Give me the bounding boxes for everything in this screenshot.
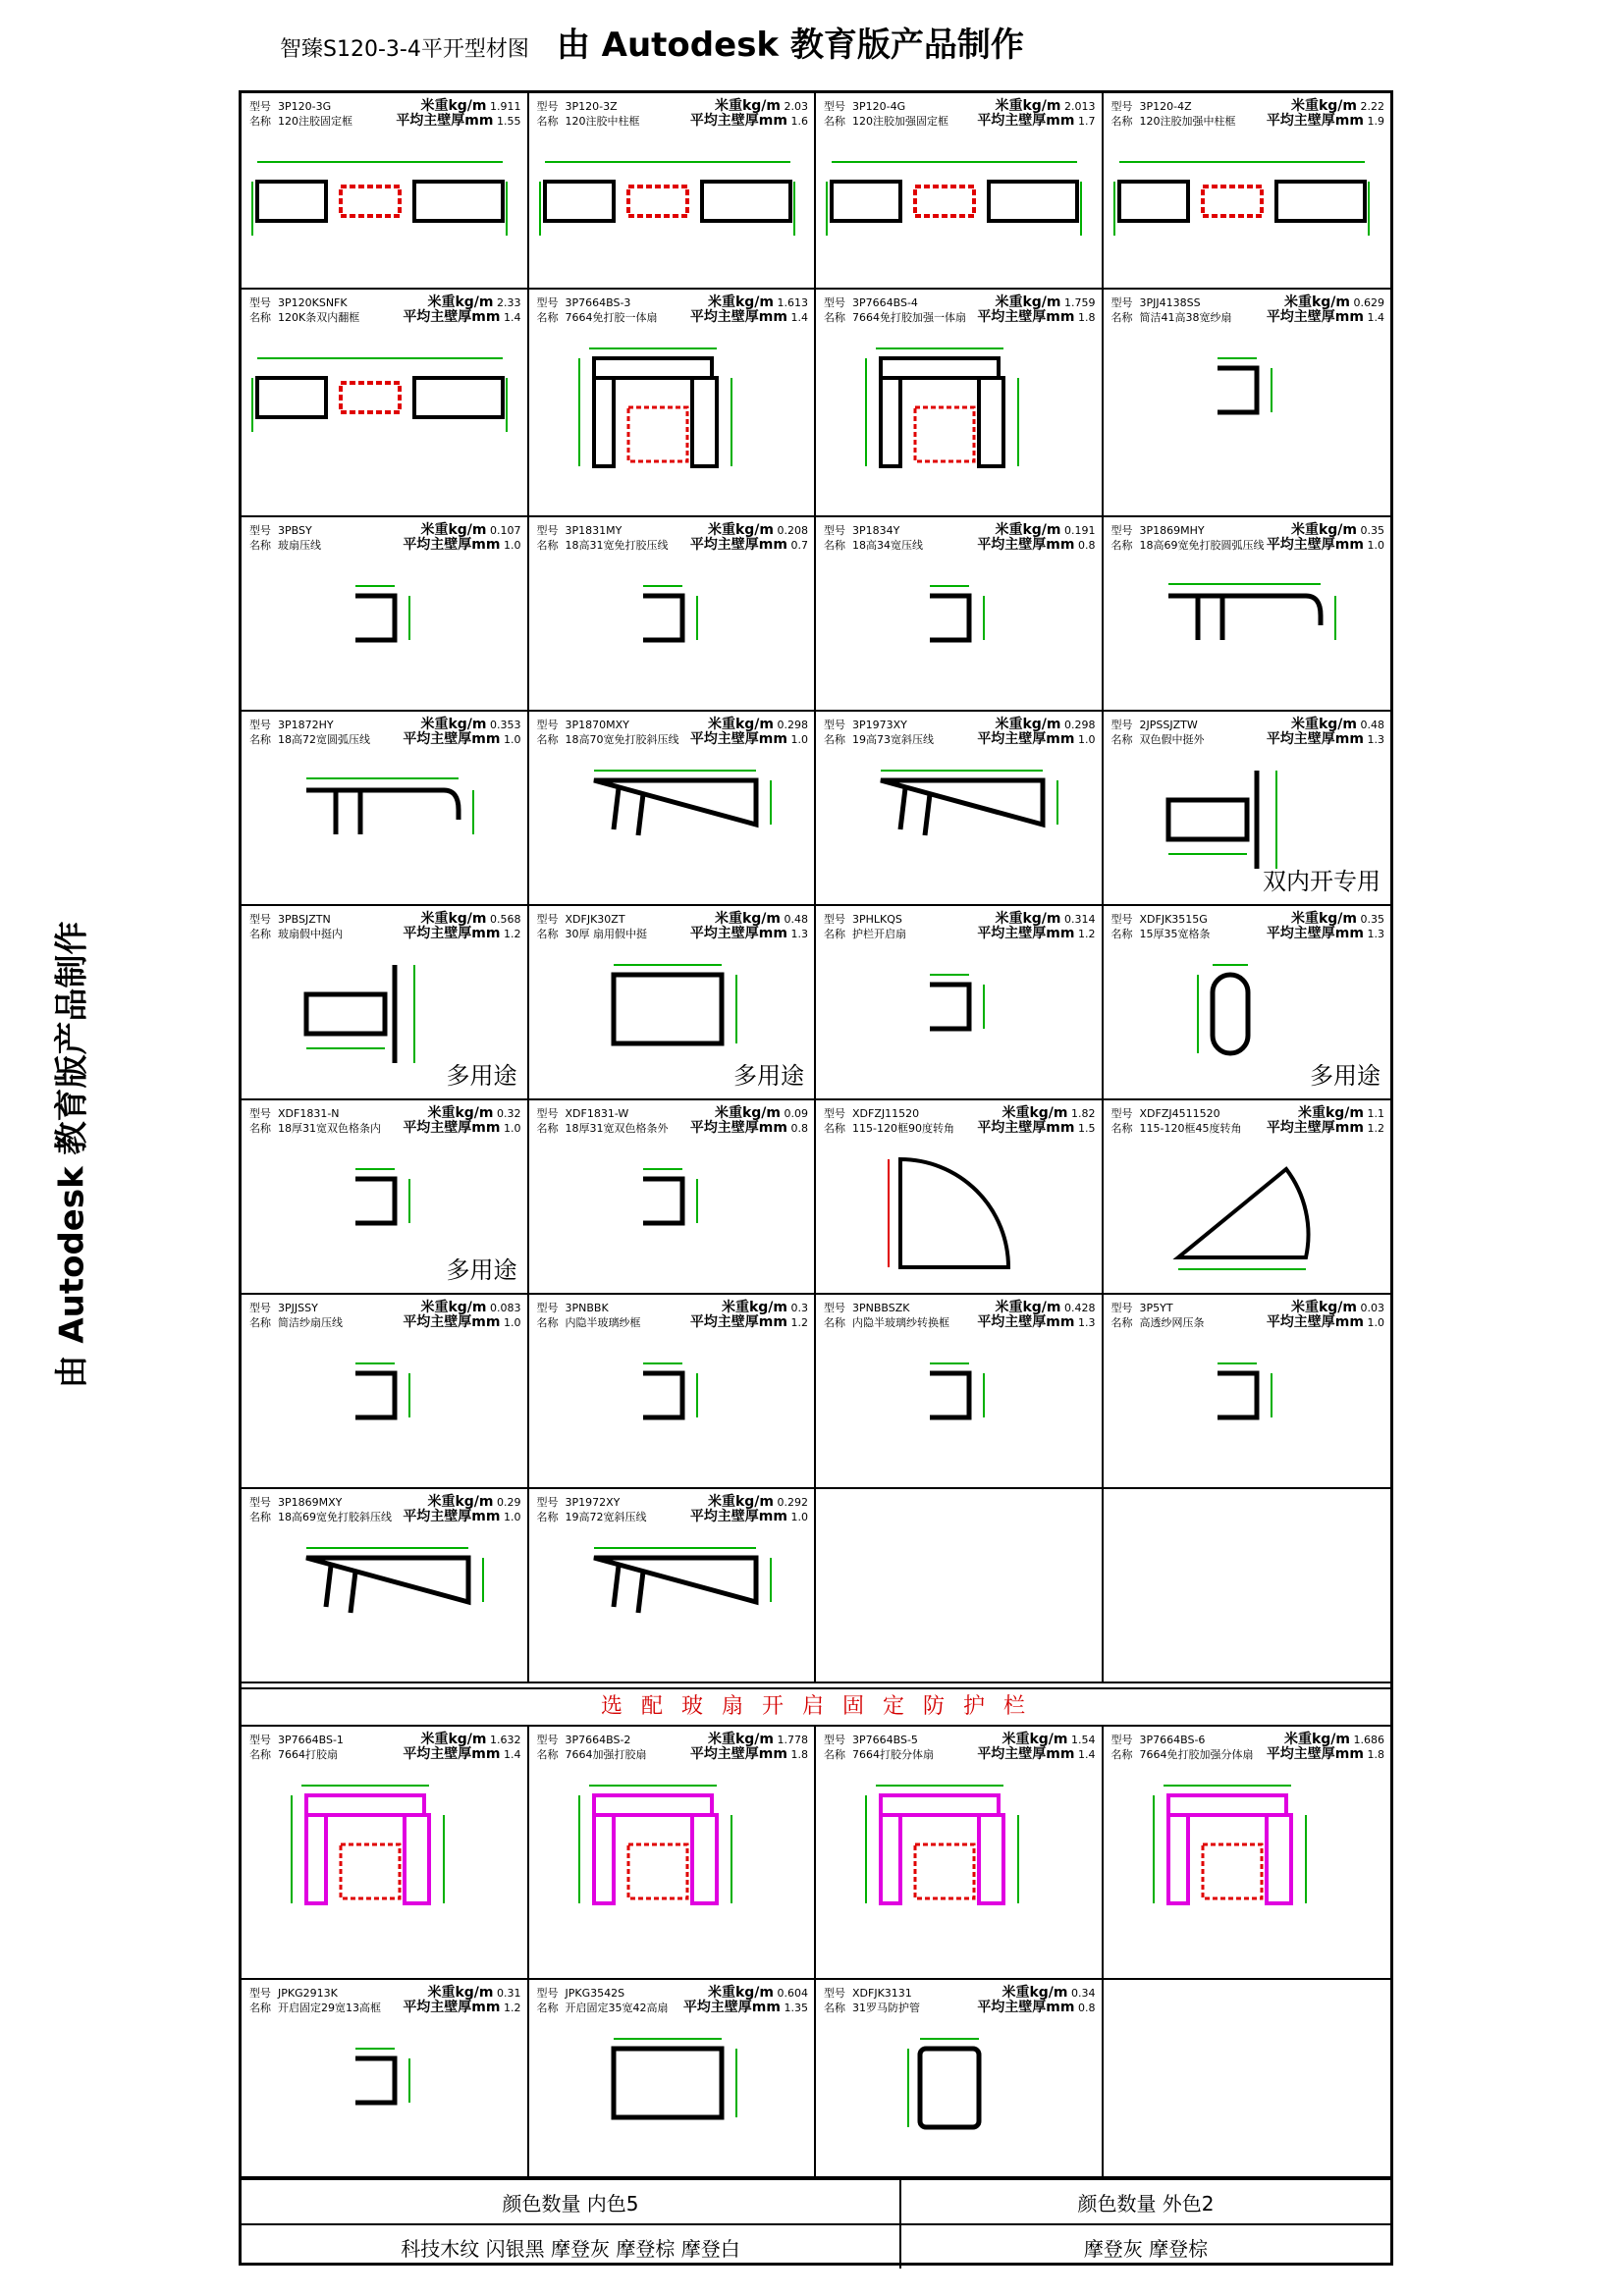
profile-thickness: 1.2 — [504, 928, 521, 940]
profile-model: 3P120KSNFK — [278, 296, 348, 309]
profile-header: 型号 3P7664BS-3 米重kg/m 1.613 名称 7664免打胶一体扇 平均主壁厚mm 1.4 — [536, 294, 808, 325]
usage-note: 多用途 — [446, 1256, 517, 1284]
color-footer — [242, 2178, 1390, 2269]
profile-weight: 2.22 — [1360, 100, 1384, 113]
profile-section-drawing — [1110, 339, 1385, 509]
profile-thickness: 1.0 — [504, 733, 521, 746]
profile-thickness: 1.55 — [497, 115, 521, 128]
profile-model: XDF1831-W — [565, 1107, 629, 1120]
profile-weight: 0.35 — [1360, 913, 1384, 926]
profile-cell — [242, 1100, 529, 1295]
profile-cell — [816, 1295, 1104, 1489]
profile-model: 3PNBBSZK — [852, 1302, 910, 1314]
profile-header: 型号 3PNBBK 米重kg/m 0.3 名称 内隐半玻璃纱框 平均主壁厚mm 1.2 — [536, 1300, 808, 1330]
profile-header: 型号 3PNBBSZK 米重kg/m 0.428 名称 内隐半玻璃纱转换框 平均主壁厚mm 1.3 — [824, 1300, 1096, 1330]
profile-weight: 2.03 — [784, 100, 808, 113]
profile-weight: 0.083 — [490, 1302, 521, 1314]
profile-name: 18高34宽压线 — [852, 539, 923, 552]
profile-cell — [816, 290, 1104, 517]
profile-section-drawing — [247, 142, 521, 282]
profile-thickness: 1.4 — [790, 311, 808, 324]
profile-thickness: 1.0 — [504, 1316, 521, 1329]
profile-weight: 0.3 — [790, 1302, 808, 1314]
profile-name: 18厚31宽双色格条外 — [565, 1122, 669, 1135]
profile-section-drawing — [535, 1776, 809, 1972]
profile-name: 7664免打胶加强分体扇 — [1139, 1748, 1254, 1761]
profile-name: 7664打胶扇 — [278, 1748, 338, 1761]
profile-cell — [816, 1980, 1104, 2178]
profile-section-drawing — [535, 1149, 809, 1287]
profile-weight: 0.298 — [777, 719, 808, 731]
profile-name: 30厚 扇用假中挺 — [565, 928, 647, 940]
profile-name: 高透纱网压条 — [1139, 1316, 1205, 1329]
profile-name: 18高31宽免打胶压线 — [565, 539, 669, 552]
profile-weight: 0.208 — [777, 524, 808, 537]
profile-model: 3P120-3G — [278, 100, 332, 113]
profile-section-drawing — [247, 761, 521, 898]
profile-weight: 0.48 — [784, 913, 808, 926]
profile-header: 型号 JPKG2913K 米重kg/m 0.31 名称 开启固定29宽13高框 平均主壁厚mm 1.2 — [249, 1985, 521, 2015]
profile-name: 18厚31宽双色格条内 — [278, 1122, 381, 1135]
profile-header: 型号 3P1973XY 米重kg/m 0.298 名称 19高73宽斜压线 平均主壁厚mm 1.0 — [824, 717, 1096, 747]
profile-cell — [242, 93, 529, 290]
profile-weight: 0.604 — [777, 1987, 808, 2000]
profile-section-drawing — [822, 761, 1096, 898]
profile-model: 3P120-4G — [852, 100, 906, 113]
profile-weight: 0.31 — [497, 1987, 521, 2000]
profile-section-drawing — [535, 142, 809, 282]
profile-weight: 0.629 — [1353, 296, 1384, 309]
profile-model: JPKG2913K — [278, 1987, 338, 2000]
profile-weight: 1.911 — [490, 100, 521, 113]
profile-model: 3PBSJZTN — [278, 913, 331, 926]
inner-colors-label: 颜色数量 内色5 — [242, 2180, 901, 2223]
profile-model: 3PHLKQS — [852, 913, 902, 926]
profile-thickness: 1.4 — [504, 311, 521, 324]
profile-header: 型号 3P120-4Z 米重kg/m 2.22 名称 120注胶加强中柱框 平均主壁厚mm 1.9 — [1110, 98, 1384, 129]
profile-cell — [1104, 1100, 1391, 1295]
profile-name: 开启固定29宽13高框 — [278, 2002, 381, 2014]
outer-colors-label: 颜色数量 外色2 — [1077, 2191, 1215, 2216]
profile-header: 型号 3P120-3Z 米重kg/m 2.03 名称 120注胶中柱框 平均主壁厚mm 1.6 — [536, 98, 808, 129]
profile-header: 型号 XDFJK30ZT 米重kg/m 0.48 名称 30厚 扇用假中挺 平均主壁厚mm 1.3 — [536, 911, 808, 941]
profile-header: 型号 3PJJ4138SS 米重kg/m 0.629 名称 简洁41高38宽纱扇 平均主壁厚mm 1.4 — [1110, 294, 1384, 325]
profile-thickness: 1.8 — [1367, 1748, 1384, 1761]
profile-name: 双色假中挺外 — [1139, 733, 1205, 746]
profile-section-drawing — [247, 2029, 521, 2170]
usage-note: 多用途 — [1310, 1062, 1380, 1090]
profile-thickness: 1.0 — [504, 1511, 521, 1523]
profile-thickness: 1.3 — [1078, 1316, 1096, 1329]
profile-name: 内隐半玻璃纱转换框 — [852, 1316, 949, 1329]
profile-cell — [1104, 290, 1391, 517]
profile-model: 3P1972XY — [565, 1496, 621, 1509]
profile-name: 玻扇压线 — [278, 539, 321, 552]
profile-section-drawing — [1110, 1149, 1385, 1287]
optional-profile-grid — [242, 1727, 1390, 2178]
profile-cell — [242, 517, 529, 712]
profile-weight: 0.35 — [1360, 524, 1384, 537]
profile-name: 18高72宽圆弧压线 — [278, 733, 370, 746]
profile-cell — [1104, 93, 1391, 290]
profile-cell — [816, 1100, 1104, 1295]
profile-name: 19高73宽斜压线 — [852, 733, 934, 746]
usage-note: 双内开专用 — [1263, 868, 1380, 895]
profile-header: 型号 XDFZJ4511520 米重kg/m 1.1 名称 115-120框45度转角 平均主壁厚mm 1.2 — [1110, 1105, 1384, 1136]
profile-weight: 2.013 — [1064, 100, 1096, 113]
profile-name: 15厚35宽格条 — [1139, 928, 1211, 940]
profile-weight: 0.32 — [497, 1107, 521, 1120]
profile-thickness: 1.2 — [1078, 928, 1096, 940]
profile-header: 型号 XDF1831-N 米重kg/m 0.32 名称 18厚31宽双色格条内 平均主壁厚mm 1.0 — [249, 1105, 521, 1136]
profile-weight: 0.34 — [1071, 1987, 1096, 2000]
profile-model: 3P1869MXY — [278, 1496, 343, 1509]
profile-model: 3P1834Y — [852, 524, 900, 537]
profile-cell — [529, 93, 817, 290]
profile-name: 7664免打胶一体扇 — [565, 311, 658, 324]
profile-model: 3PNBBK — [565, 1302, 609, 1314]
profile-cell — [816, 1489, 1104, 1683]
profile-header: 型号 XDF1831-W 米重kg/m 0.09 名称 18厚31宽双色格条外 平均主壁厚mm 0.8 — [536, 1105, 808, 1136]
profile-thickness: 1.4 — [1078, 1748, 1096, 1761]
profile-header: 型号 XDFZJ11520 米重kg/m 1.82 名称 115-120框90度转角 平均主壁厚mm 1.5 — [824, 1105, 1096, 1136]
profile-section-drawing — [822, 955, 1096, 1093]
profile-cell — [242, 1295, 529, 1489]
profile-thickness: 1.0 — [790, 733, 808, 746]
profile-weight: 0.191 — [1064, 524, 1096, 537]
profile-cell — [816, 93, 1104, 290]
profile-header: 型号 3P7664BS-6 米重kg/m 1.686 名称 7664免打胶加强分体扇 平均主壁厚mm 1.8 — [1110, 1732, 1384, 1762]
profile-model: 3P5YT — [1139, 1302, 1173, 1314]
profile-thickness: 1.3 — [1367, 928, 1384, 940]
profile-header: 型号 3PBSY 米重kg/m 0.107 名称 玻扇压线 平均主壁厚mm 1.0 — [249, 522, 521, 553]
profile-thickness: 1.4 — [1367, 311, 1384, 324]
profile-model: XDFZJ4511520 — [1139, 1107, 1220, 1120]
profile-weight: 0.107 — [490, 524, 521, 537]
profile-cell — [242, 712, 529, 906]
profile-thickness: 0.8 — [1078, 2002, 1096, 2014]
profile-cell — [1104, 1489, 1391, 1683]
profile-weight: 0.03 — [1360, 1302, 1384, 1314]
profile-weight: 0.428 — [1064, 1302, 1096, 1314]
profile-header: 型号 3PJJSSY 米重kg/m 0.083 名称 简洁纱扇压线 平均主壁厚mm 1.0 — [249, 1300, 521, 1330]
profile-cell — [1104, 712, 1391, 906]
profile-header: 型号 3P1834Y 米重kg/m 0.191 名称 18高34宽压线 平均主壁厚mm 0.8 — [824, 522, 1096, 553]
drawing-title: 智臻S120-3-4平开型材图 — [280, 37, 529, 62]
profile-model: 3P120-4Z — [1139, 100, 1192, 113]
profile-thickness: 1.8 — [790, 1748, 808, 1761]
profile-section-drawing — [535, 2029, 809, 2170]
profile-header: 型号 3PHLKQS 米重kg/m 0.314 名称 护栏开启扇 平均主壁厚mm 1.2 — [824, 911, 1096, 941]
profile-header: 型号 2JPSSJZTW 米重kg/m 0.48 名称 双色假中挺外 平均主壁厚mm 1.3 — [1110, 717, 1384, 747]
profile-section-drawing — [1110, 1776, 1385, 1972]
profile-name: 19高72宽斜压线 — [565, 1511, 647, 1523]
profile-header: 型号 3P1869MXY 米重kg/m 0.29 名称 18高69宽免打胶斜压线 平均主壁厚mm 1.0 — [249, 1494, 521, 1524]
profile-name: 120注胶中柱框 — [565, 115, 640, 128]
profile-model: XDFJK3131 — [852, 1987, 912, 2000]
profile-header: 型号 3P5YT 米重kg/m 0.03 名称 高透纱网压条 平均主壁厚mm 1.0 — [1110, 1300, 1384, 1330]
profile-cell — [529, 290, 817, 517]
profile-thickness: 0.8 — [1078, 539, 1096, 552]
profile-name: 简洁41高38宽纱扇 — [1139, 311, 1232, 324]
profile-cell — [1104, 1295, 1391, 1489]
profile-model: XDFZJ11520 — [852, 1107, 920, 1120]
profile-model: 3P1870MXY — [565, 719, 629, 731]
profile-name: 115-120框90度转角 — [852, 1122, 954, 1135]
profile-model: 3P7664BS-1 — [278, 1734, 344, 1746]
profile-section-drawing — [247, 566, 521, 704]
profile-header: 型号 3P1831MY 米重kg/m 0.208 名称 18高31宽免打胶压线 平均主壁厚mm 0.7 — [536, 522, 808, 553]
profile-model: XDFJK3515G — [1139, 913, 1208, 926]
profile-section-drawing — [822, 1344, 1096, 1481]
profile-thickness: 1.8 — [1078, 311, 1096, 324]
left-watermark: 由 Autodesk 教育版产品制作 — [52, 921, 92, 1389]
profile-thickness: 1.0 — [504, 1122, 521, 1135]
profile-section-drawing — [822, 2029, 1096, 2170]
profile-section-drawing — [1110, 1344, 1385, 1481]
profile-weight: 2.33 — [497, 296, 521, 309]
profile-name: 玻扇假中挺内 — [278, 928, 343, 940]
profile-header: 型号 3P7664BS-2 米重kg/m 1.778 名称 7664加强打胶扇 平均主壁厚mm 1.8 — [536, 1732, 808, 1762]
profile-sheet — [239, 90, 1393, 2266]
profile-thickness: 1.6 — [790, 115, 808, 128]
profile-cell — [816, 712, 1104, 906]
profile-name: 120注胶加强固定框 — [852, 115, 948, 128]
profile-weight: 1.632 — [490, 1734, 521, 1746]
profile-weight: 0.314 — [1064, 913, 1096, 926]
profile-section-drawing — [535, 761, 809, 898]
profile-model: 3P1831MY — [565, 524, 623, 537]
profile-section-drawing — [535, 1344, 809, 1481]
profile-header: 型号 3P7664BS-4 米重kg/m 1.759 名称 7664免打胶加强一体扇 平均主壁厚mm 1.8 — [824, 294, 1096, 325]
profile-header: 型号 3P1869MHY 米重kg/m 0.35 名称 18高69宽免打胶圆弧压线 平均主壁厚mm 1.0 — [1110, 522, 1384, 553]
profile-thickness: 1.35 — [784, 2002, 808, 2014]
profile-section-drawing — [247, 1538, 521, 1676]
profile-section-drawing — [822, 1149, 1096, 1287]
profile-header: 型号 3P7664BS-1 米重kg/m 1.632 名称 7664打胶扇 平均主壁厚mm 1.4 — [249, 1732, 521, 1762]
profile-weight: 0.353 — [490, 719, 521, 731]
profile-cell — [242, 290, 529, 517]
profile-cell — [529, 1100, 817, 1295]
profile-thickness: 1.2 — [1367, 1122, 1384, 1135]
profile-name: 护栏开启扇 — [852, 928, 906, 940]
header-watermark: 由 Autodesk 教育版产品制作 — [556, 26, 1024, 65]
usage-note: 多用途 — [733, 1062, 804, 1090]
profile-section-drawing — [1110, 142, 1385, 282]
profile-thickness: 0.7 — [790, 539, 808, 552]
profile-section-drawing — [822, 1776, 1096, 1972]
profile-cell — [529, 1980, 817, 2178]
profile-header: 型号 XDFJK3131 米重kg/m 0.34 名称 31罗马防护管 平均主壁厚mm 0.8 — [824, 1985, 1096, 2015]
profile-name: 开启固定35宽42高扇 — [565, 2002, 669, 2014]
profile-thickness: 1.3 — [790, 928, 808, 940]
profile-section-drawing — [822, 339, 1096, 509]
profile-weight: 1.778 — [777, 1734, 808, 1746]
profile-grid — [242, 93, 1390, 1683]
profile-name: 18高70宽免打胶斜压线 — [565, 733, 679, 746]
profile-name: 31罗马防护管 — [852, 2002, 920, 2014]
profile-weight: 0.298 — [1064, 719, 1096, 731]
profile-model: 3P7664BS-6 — [1139, 1734, 1206, 1746]
profile-cell — [242, 1727, 529, 1980]
profile-header: 型号 3P120KSNFK 米重kg/m 2.33 名称 120K条双内翻框 平均主壁厚mm 1.4 — [249, 294, 521, 325]
profile-thickness: 1.0 — [504, 539, 521, 552]
profile-thickness: 1.0 — [1078, 733, 1096, 746]
profile-name: 7664打胶分体扇 — [852, 1748, 934, 1761]
profile-header: 型号 3PBSJZTN 米重kg/m 0.568 名称 玻扇假中挺内 平均主壁厚mm 1.2 — [249, 911, 521, 941]
profile-model: 3P7664BS-4 — [852, 296, 918, 309]
profile-header: 型号 3P7664BS-5 米重kg/m 1.54 名称 7664打胶分体扇 平均主壁厚mm 1.4 — [824, 1732, 1096, 1762]
profile-cell — [242, 906, 529, 1100]
profile-cell — [529, 906, 817, 1100]
profile-weight: 1.613 — [777, 296, 808, 309]
profile-thickness: 1.0 — [1367, 539, 1384, 552]
profile-model: JPKG3542S — [565, 1987, 625, 2000]
profile-thickness: 1.2 — [790, 1316, 808, 1329]
profile-cell — [816, 906, 1104, 1100]
profile-weight: 1.759 — [1064, 296, 1096, 309]
section-title: 选 配 玻 扇 开 启 固 定 防 护 栏 — [242, 1687, 1390, 1727]
profile-model: 3P1973XY — [852, 719, 907, 731]
usage-note: 多用途 — [446, 1062, 517, 1090]
profile-header: 型号 XDFJK3515G 米重kg/m 0.35 名称 15厚35宽格条 平均主壁厚mm 1.3 — [1110, 911, 1384, 941]
profile-weight: 1.1 — [1367, 1107, 1384, 1120]
profile-section-drawing — [535, 566, 809, 704]
profile-weight: 1.54 — [1071, 1734, 1096, 1746]
profile-weight: 0.568 — [490, 913, 521, 926]
outer-colors-list: 摩登灰 摩登棕 — [1083, 2236, 1209, 2261]
profile-weight: 0.48 — [1360, 719, 1384, 731]
profile-weight: 0.09 — [784, 1107, 808, 1120]
profile-name: 18高69宽免打胶斜压线 — [278, 1511, 392, 1523]
profile-cell — [242, 1980, 529, 2178]
profile-name: 120K条双内翻框 — [278, 311, 360, 324]
profile-cell — [529, 1295, 817, 1489]
profile-thickness: 1.7 — [1078, 115, 1096, 128]
profile-section-drawing — [822, 566, 1096, 704]
profile-model: 3P7664BS-3 — [565, 296, 631, 309]
profile-model: 3P1869MHY — [1139, 524, 1205, 537]
profile-section-drawing — [247, 1344, 521, 1481]
profile-model: 3PJJSSY — [278, 1302, 318, 1314]
profile-model: 2JPSSJZTW — [1139, 719, 1198, 731]
profile-name: 120注胶加强中柱框 — [1139, 115, 1236, 128]
profile-cell — [529, 1727, 817, 1980]
profile-header: 型号 3P120-3G 米重kg/m 1.911 名称 120注胶固定框 平均主壁厚mm 1.55 — [249, 98, 521, 129]
profile-cell — [1104, 906, 1391, 1100]
profile-name: 内隐半玻璃纱框 — [565, 1316, 641, 1329]
profile-weight: 0.292 — [777, 1496, 808, 1509]
profile-name: 120注胶固定框 — [278, 115, 352, 128]
profile-thickness: 1.0 — [790, 1511, 808, 1523]
profile-section-drawing — [247, 339, 521, 509]
profile-cell — [816, 517, 1104, 712]
profile-weight: 1.686 — [1353, 1734, 1384, 1746]
profile-model: 3PJJ4138SS — [1139, 296, 1201, 309]
profile-name: 18高69宽免打胶圆弧压线 — [1139, 539, 1265, 552]
profile-model: 3P1872HY — [278, 719, 334, 731]
profile-weight: 1.82 — [1071, 1107, 1096, 1120]
profile-cell — [1104, 1727, 1391, 1980]
profile-section-drawing — [535, 1538, 809, 1676]
profile-cell — [1104, 517, 1391, 712]
profile-cell — [529, 1489, 817, 1683]
profile-cell — [816, 1727, 1104, 1980]
profile-model: 3P7664BS-2 — [565, 1734, 631, 1746]
page-header — [280, 18, 1024, 65]
profile-thickness: 1.0 — [1367, 1316, 1384, 1329]
profile-thickness: 1.3 — [1367, 733, 1384, 746]
profile-thickness: 1.9 — [1367, 115, 1384, 128]
profile-header: 型号 JPKG3542S 米重kg/m 0.604 名称 开启固定35宽42高扇 平均主壁厚mm 1.35 — [536, 1985, 808, 2015]
profile-section-drawing — [1110, 566, 1385, 704]
profile-name: 简洁纱扇压线 — [278, 1316, 343, 1329]
profile-model: XDF1831-N — [278, 1107, 340, 1120]
profile-name: 7664免打胶加强一体扇 — [852, 311, 966, 324]
profile-header: 型号 3P120-4G 米重kg/m 2.013 名称 120注胶加强固定框 平均主壁厚mm 1.7 — [824, 98, 1096, 129]
profile-model: 3P7664BS-5 — [852, 1734, 918, 1746]
profile-header: 型号 3P1870MXY 米重kg/m 0.298 名称 18高70宽免打胶斜压线 平均主壁厚mm 1.0 — [536, 717, 808, 747]
profile-name: 115-120框45度转角 — [1139, 1122, 1242, 1135]
profile-thickness: 0.8 — [790, 1122, 808, 1135]
profile-cell — [529, 712, 817, 906]
profile-cell — [1104, 1980, 1391, 2178]
profile-cell — [529, 517, 817, 712]
profile-thickness: 1.2 — [504, 2002, 521, 2014]
profile-model: XDFJK30ZT — [565, 913, 625, 926]
profile-name: 7664加强打胶扇 — [565, 1748, 647, 1761]
profile-section-drawing — [247, 1776, 521, 1972]
profile-weight: 0.29 — [497, 1496, 521, 1509]
profile-section-drawing — [822, 142, 1096, 282]
profile-thickness: 1.5 — [1078, 1122, 1096, 1135]
profile-model: 3PBSY — [278, 524, 312, 537]
profile-model: 3P120-3Z — [565, 100, 618, 113]
inner-colors-list: 科技木纹 闪银黑 摩登灰 摩登棕 摩登白 — [242, 2225, 901, 2269]
profile-header: 型号 3P1972XY 米重kg/m 0.292 名称 19高72宽斜压线 平均主壁厚mm 1.0 — [536, 1494, 808, 1524]
profile-section-drawing — [535, 339, 809, 509]
profile-cell — [242, 1489, 529, 1683]
profile-header: 型号 3P1872HY 米重kg/m 0.353 名称 18高72宽圆弧压线 平均主壁厚mm 1.0 — [249, 717, 521, 747]
profile-thickness: 1.4 — [504, 1748, 521, 1761]
